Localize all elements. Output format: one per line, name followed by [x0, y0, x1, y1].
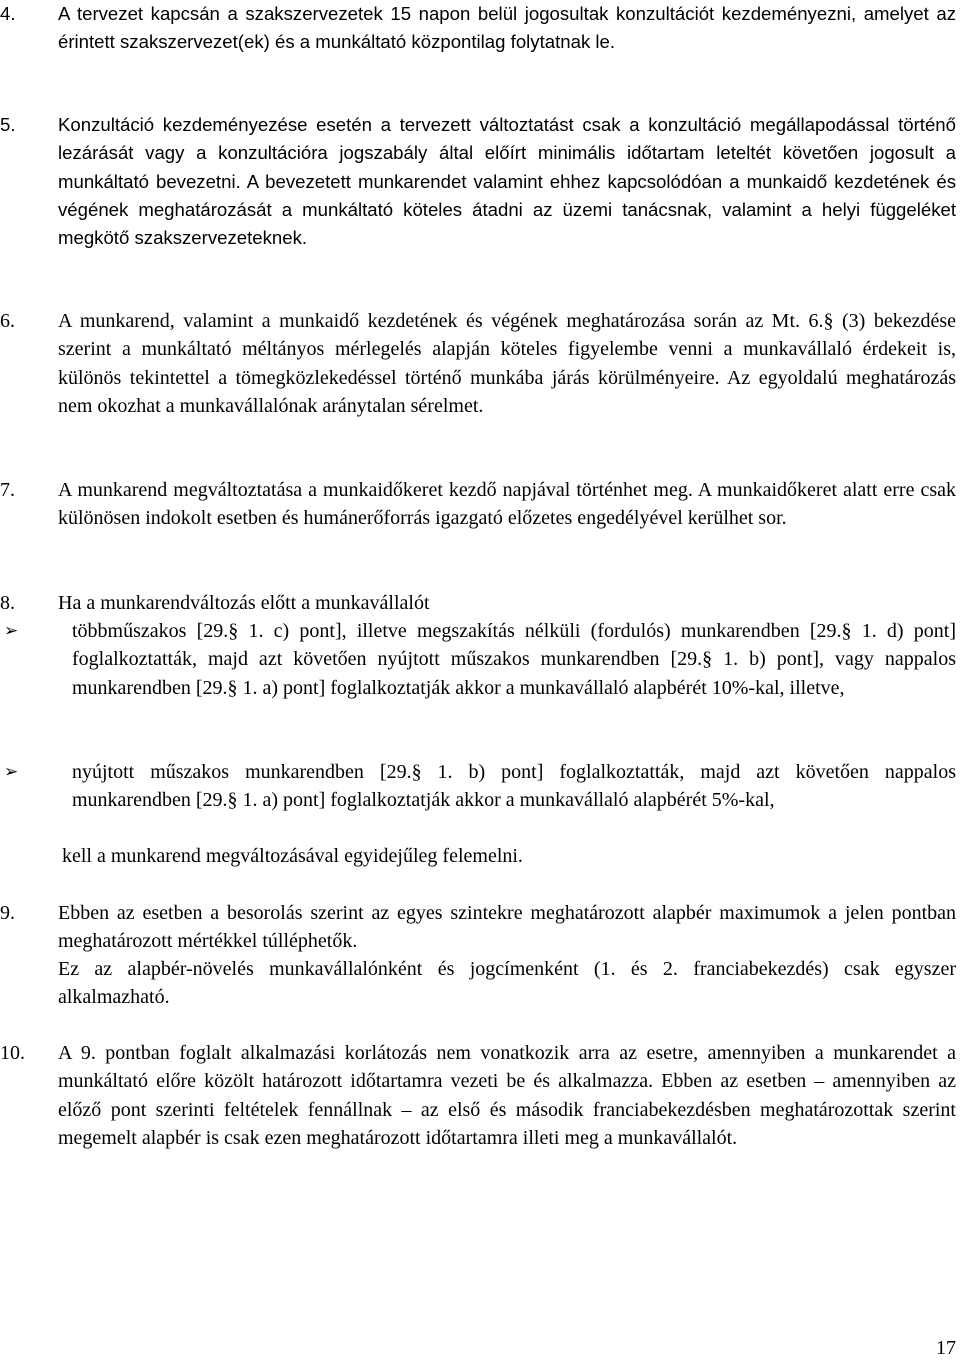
item-5-number: 5. — [0, 114, 16, 135]
item-5-text: Konzultáció kezdeményezése esetén a tervezett változtatást csak a konzultáció megállapodással történő lezárását vagy a konzultációra jogszabály által előírt minimális időtartam leteltét követően jogosult a munkáltató bevezetni. A bevezetett munkarendet valamint ehhez kapcsolódóan a munkaidő kezdetének és végének meghatározását a munkáltató köteles átadni az üzemi tanácsnak, valamint a helyi függeléket megkötő szakszervezeteknek. — [58, 114, 956, 249]
item-8-closing: kell a munkarend megváltozásával egyidejűleg felemelni. — [62, 845, 523, 867]
arrow-bullet-icon: ➢ — [4, 762, 19, 781]
bullet-1-text: többműszakos [29.§ 1. c) pont], illetve megszakítás nélküli (fordulós) munkarendben [29.§ 1. d) pont] foglalkoztatták, majd azt követően nyújtott műszakos munkarendben [29.§ 1. b) pont], vagy nappalos munkarendben [29.§ 1. a) pont] foglalkoztatják akkor a munkavállaló alapbérét 10%-kal, illetve, — [72, 620, 956, 699]
item-10-text: A 9. pontban foglalt alkalmazási korlátozás nem vonatkozik arra az esetre, amennyiben a munkarendet a munkáltató előre közölt határozott időtartamra vezeti be és alkalmazza. Ebben az esetben – amennyiben az előző pont szerinti feltételek fennállnak – az első és második franciabekezdésben meghatározottak szerint megemelt alapbér is csak ezen meghatározott időtartamra illeti meg a munkavállalót. — [58, 1042, 956, 1149]
item-9-text-2: Ez az alapbér-növelés munkavállalónként és jogcímenként (1. és 2. franciabekezdés) csak egyszer alkalmazható. — [58, 958, 956, 1009]
item-4-number: 4. — [0, 3, 16, 24]
item-8-number: 8. — [0, 592, 15, 614]
item-10-number: 10. — [0, 1042, 25, 1064]
page-number: 17 — [936, 1337, 956, 1359]
bullet-2-text: nyújtott műszakos munkarendben [29.§ 1. b) pont] foglalkoztatták, majd azt követően nappalos munkarendben [29.§ 1. a) pont] foglalkoztatják akkor a munkavállaló alapbérét 5%-kal, — [72, 761, 956, 812]
item-7-text: A munkarend megváltoztatása a munkaidőkeret kezdő napjával történhet meg. A munkaidőkeret alatt erre csak különösen indokolt esetben és humánerőforrás igazgató előzetes engedélyével kerülhet sor. — [58, 479, 956, 530]
item-6-text: A munkarend, valamint a munkaidő kezdetének és végének meghatározása során az Mt. 6.§ (3) bekezdése szerint a munkáltató méltányos mérlegelés alapján köteles figyelembe venni a munkavállaló érdekeit is, különös tekintettel a tömegközlekedéssel történő munkába járás körülményeire. Az egyoldalú meghatározás nem okozhat a munkavállalónak aránytalan sérelmet. — [58, 310, 956, 417]
item-8-text: Ha a munkarendváltozás előtt a munkavállalót — [58, 592, 430, 614]
item-7-number: 7. — [0, 479, 15, 501]
item-9-number: 9. — [0, 902, 15, 924]
item-9-text: Ebben az esetben a besorolás szerint az egyes szintekre meghatározott alapbér maximumok a jelen pontban meghatározott mértékkel túlléphetők. — [58, 902, 956, 953]
arrow-bullet-icon: ➢ — [4, 621, 19, 640]
item-4-text: A tervezet kapcsán a szakszervezetek 15 napon belül jogosultak konzultációt kezdeményezni, amelyet az érintett szakszervezet(ek) és a munkáltató központilag folytatnak le. — [58, 3, 956, 53]
item-6-number: 6. — [0, 310, 15, 332]
